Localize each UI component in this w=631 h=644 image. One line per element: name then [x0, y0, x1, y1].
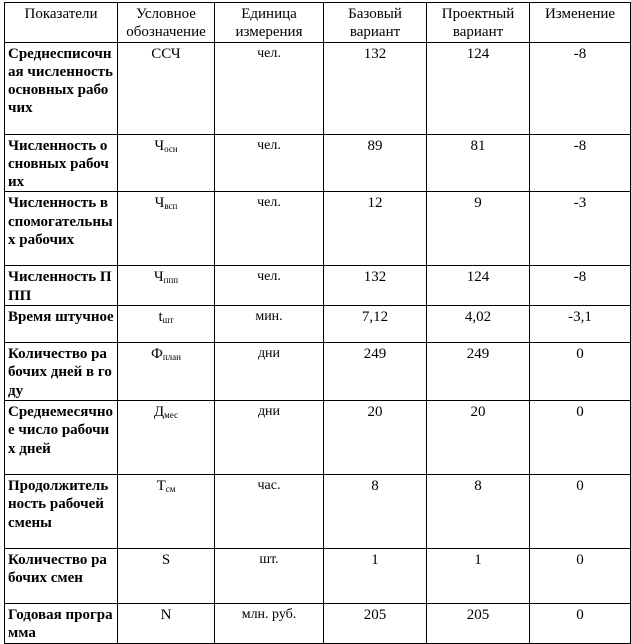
base-value: 1	[324, 548, 427, 603]
indicator-name: Количество рабочих дней в году	[5, 343, 118, 401]
base-value: 249	[324, 343, 427, 401]
table-row	[5, 134, 631, 192]
symbol-main: t	[158, 309, 163, 326]
unit-cell: дни	[215, 343, 324, 401]
project-value: 8	[427, 474, 530, 548]
base-value: 8	[324, 474, 427, 548]
symbol-main: ССЧ	[151, 45, 181, 62]
symbol-main: Д	[153, 403, 165, 420]
indicators-table	[4, 2, 631, 644]
base-value: 205	[324, 603, 427, 643]
change-value: -3	[530, 192, 631, 266]
change-value: -8	[530, 134, 631, 192]
change-value: 0	[530, 343, 631, 401]
indicator-name: Продолжительность рабочей смены	[5, 474, 118, 548]
project-value: 9	[427, 192, 530, 266]
change-value: -8	[530, 42, 631, 134]
project-value: 20	[427, 400, 530, 474]
indicator-name: Количество рабочих смен	[5, 548, 118, 603]
indicator-name: Численность основных рабочих	[5, 134, 118, 192]
unit-cell: чел.	[215, 192, 324, 266]
symbol-subscript: ппп	[163, 275, 179, 286]
base-value: 89	[324, 134, 427, 192]
base-value: 132	[324, 266, 427, 306]
symbol-subscript: осн	[164, 143, 178, 154]
project-value: 124	[427, 266, 530, 306]
unit-cell: чел.	[215, 42, 324, 134]
base-value: 20	[324, 400, 427, 474]
project-value: 4,02	[427, 306, 530, 343]
symbol-main: Т	[156, 477, 166, 494]
indicator-name: Численность ППП	[5, 266, 118, 306]
unit-cell: чел.	[215, 134, 324, 192]
unit-cell: чел.	[215, 266, 324, 306]
indicator-name: Годовая программа	[5, 603, 118, 643]
change-value: -3,1	[530, 306, 631, 343]
symbol-cell	[118, 266, 215, 306]
symbol-cell	[118, 343, 215, 401]
symbol-main: S	[161, 551, 171, 568]
symbol-subscript: всп	[164, 201, 178, 212]
change-value: 0	[530, 400, 631, 474]
header-change: Изменение	[530, 3, 631, 43]
symbol-subscript: план	[162, 352, 181, 363]
table-header-row	[5, 3, 631, 43]
table-row	[5, 306, 631, 343]
table-row	[5, 192, 631, 266]
header-unit: Единица измерения	[215, 3, 324, 43]
change-value: 0	[530, 548, 631, 603]
project-value: 124	[427, 42, 530, 134]
base-value: 7,12	[324, 306, 427, 343]
symbol-main: N	[160, 606, 172, 623]
unit-cell: дни	[215, 400, 324, 474]
table-row	[5, 343, 631, 401]
symbol-cell	[118, 42, 215, 134]
table-row	[5, 400, 631, 474]
project-value: 249	[427, 343, 530, 401]
indicator-name: Среднемесячное число рабочих дней	[5, 400, 118, 474]
symbol-subscript: шт	[162, 315, 174, 326]
symbol-cell	[118, 400, 215, 474]
unit-cell: час.	[215, 474, 324, 548]
table-row	[5, 42, 631, 134]
symbol-cell	[118, 192, 215, 266]
symbol-cell	[118, 603, 215, 643]
symbol-cell	[118, 548, 215, 603]
symbol-cell	[118, 474, 215, 548]
indicator-name: Среднесписочная численность основных рабочих	[5, 42, 118, 134]
symbol-cell	[118, 134, 215, 192]
header-symbol: Условное обозначение	[118, 3, 215, 43]
symbol-subscript: мес	[164, 409, 179, 420]
unit-cell: млн. руб.	[215, 603, 324, 643]
symbol-main: Ч	[154, 195, 165, 212]
unit-cell: шт.	[215, 548, 324, 603]
symbol-main: Ч	[153, 269, 164, 286]
base-value: 132	[324, 42, 427, 134]
symbol-main: Ч	[154, 137, 165, 154]
indicator-name: Время штучное	[5, 306, 118, 343]
table-row	[5, 266, 631, 306]
change-value: 0	[530, 474, 631, 548]
change-value: 0	[530, 603, 631, 643]
change-value: -8	[530, 266, 631, 306]
indicator-name: Численность вспомогательных рабочих	[5, 192, 118, 266]
project-value: 1	[427, 548, 530, 603]
unit-cell: мин.	[215, 306, 324, 343]
symbol-subscript: см	[165, 483, 176, 494]
project-value: 205	[427, 603, 530, 643]
table-row	[5, 474, 631, 548]
base-value: 12	[324, 192, 427, 266]
project-value: 81	[427, 134, 530, 192]
table-row	[5, 548, 631, 603]
symbol-cell	[118, 306, 215, 343]
header-base-variant: Базовый вариант	[324, 3, 427, 43]
header-indicators: Показатели	[5, 3, 118, 43]
symbol-main: Ф	[151, 346, 163, 363]
header-project-variant: Проектный вариант	[427, 3, 530, 43]
table-row	[5, 603, 631, 643]
